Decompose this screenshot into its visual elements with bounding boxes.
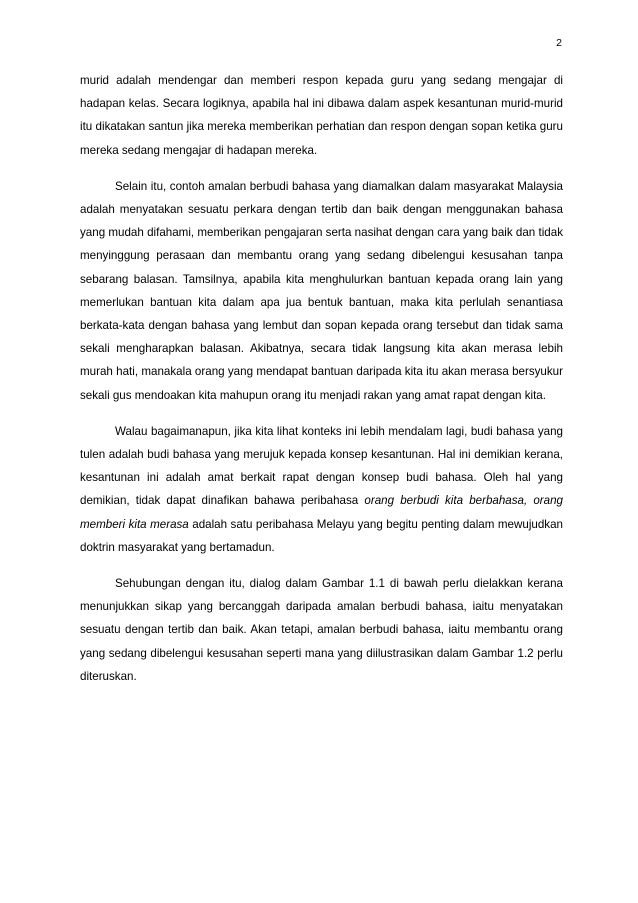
paragraph-text: Walau bagaimanapun, jika kita lihat konteks ini lebih mendalam lagi, budi bahasa yang tulen adalah budi bahasa yang merujuk kepada konsep kesantunan. Hal ini demikian kerana, kesantunan ini adalah amat berkait rapat dengan konsep budi bahasa. Oleh hal yang demikian, tidak dapat dinafikan bahawa peribahasa xyxy=(80,424,563,508)
paragraph-text: Selain itu, contoh amalan berbudi bahasa yang diamalkan dalam masyarakat Malaysia adalah menyatakan sesuatu perkara dengan tertib dan baik dengan menggunakan bahasa yang mudah difahami, memberikan pengajaran serta nasihat dengan cara yang baik dan tidak menyinggung perasaan dan membantu orang yang sedang dibelengui kesusahan tanpa sebarang balasan. Tamsilnya, apabila kita menghulurkan bantuan kepada orang lain yang memerlukan bantuan kita dalam apa jua bentuk bantuan, maka kita perlulah senantiasa berkata-kata dengan bahasa yang lembut dan sopan kepada orang tersebut dan tidak sama sekali mengharapkan balasan. Akibatnya, secara tidak langsung kita akan merasa lebih murah hati, manakala orang yang mendapat bantuan daripada kita itu akan merasa bersyukur sekali gus mendoakan kita mahupun orang itu menjadi rakan yang amat rapat dengan kita. xyxy=(80,179,563,402)
page-number: 2 xyxy=(556,37,562,49)
paragraph-3 xyxy=(80,420,563,559)
paragraph-1 xyxy=(80,69,563,162)
paragraph-text: murid adalah mendengar dan memberi respon kepada guru yang sedang mengajar di hadapan kelas. Secara logiknya, apabila hal ini dibawa dalam aspek kesantunan murid-murid itu dikatakan santun jika mereka memberikan perhatian dan respon dengan sopan ketika guru mereka sedang mengajar di hadapan mereka. xyxy=(80,74,563,157)
body-text xyxy=(80,69,563,701)
paragraph-4 xyxy=(80,572,563,688)
paragraph-text: Sehubungan dengan itu, dialog dalam Gambar 1.1 di bawah perlu dielakkan kerana menunjukkan sikap yang bercanggah daripada amalan berbudi bahasa, iaitu menyatakan sesuatu dengan tertib dan baik. Akan tetapi, amalan berbudi bahasa, iaitu membantu orang yang sedang dibelengui kesusahan seperti mana yang diilustrasikan dalam Gambar 1.2 perlu diteruskan. xyxy=(80,577,563,683)
paragraph-2 xyxy=(80,175,563,407)
paragraph-text: adalah satu peribahasa Melayu yang begitu penting dalam mewujudkan doktrin masyarakat yang bertamadun. xyxy=(80,517,563,554)
peribahasa-italic: orang berbudi kita berbahasa, orang memberi kita merasa xyxy=(80,494,564,531)
